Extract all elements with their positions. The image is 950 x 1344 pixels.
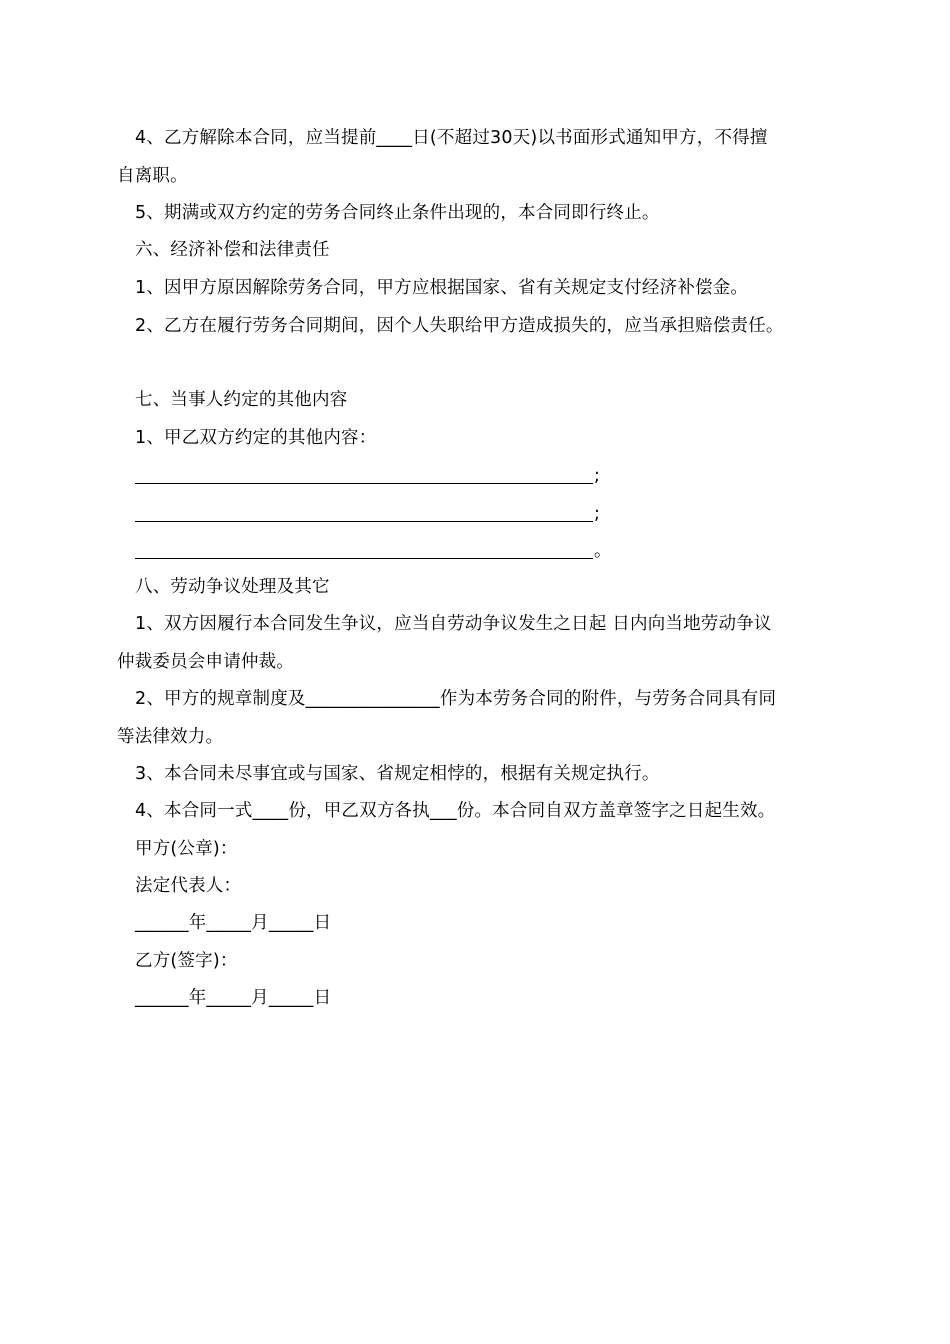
section-7-heading: 七、当事人约定的其他内容	[135, 390, 348, 410]
section-8-heading: 八、劳动争议处理及其它	[135, 577, 330, 597]
fill-in-line-3-end: 。	[594, 541, 612, 561]
section-8-clause-4: 4、本合同一式____份，甲乙双方各执___份。本合同自双方盖章签字之日起生效。	[135, 801, 776, 821]
fill-in-line-3	[135, 557, 593, 559]
clause-4-continuation: 自离职。	[117, 166, 188, 186]
section-6-heading: 六、经济补偿和法律责任	[135, 240, 330, 260]
clause-4-termination-notice: 4、乙方解除本合同，应当提前____日(不超过30天)以书面形式通知甲方，不得擅	[135, 128, 768, 148]
section-7-clause-1: 1、甲乙双方约定的其他内容：	[135, 428, 377, 448]
section-8-clause-1: 1、双方因履行本合同发生争议，应当自劳动争议发生之日起 日内向当地劳动争议	[135, 614, 772, 634]
party-a-seal-label: 甲方(公章)：	[135, 839, 238, 859]
fill-in-line-2-end: ;	[594, 504, 600, 524]
section-8-clause-3: 3、本合同未尽事宜或与国家、省规定相悖的，根据有关规定执行。	[135, 764, 660, 784]
fill-in-line-1-end: ;	[594, 466, 600, 486]
clause-5-expiry: 5、期满或双方约定的劳务合同终止条件出现的，本合同即行终止。	[135, 203, 660, 223]
section-6-clause-2: 2、乙方在履行劳务合同期间，因个人失职给甲方造成损失的，应当承担赔偿责任。	[135, 316, 784, 336]
party-b-signature-label: 乙方(签字)：	[135, 951, 238, 971]
legal-representative-label: 法定代表人：	[135, 876, 242, 896]
party-b-date: ______年_____月_____日	[135, 988, 332, 1008]
fill-in-line-2	[135, 520, 593, 522]
fill-in-line-1	[135, 482, 593, 484]
section-6-clause-1: 1、因甲方原因解除劳务合同，甲方应根据国家、省有关规定支付经济补偿金。	[135, 278, 749, 298]
section-8-clause-2-continuation: 等法律效力。	[117, 727, 224, 747]
section-8-clause-2: 2、甲方的规章制度及_______________作为本劳务合同的附件，与劳务合同具有同	[135, 689, 777, 709]
party-a-date: ______年_____月_____日	[135, 913, 332, 933]
section-8-clause-1-continuation: 仲裁委员会申请仲裁。	[117, 652, 294, 672]
